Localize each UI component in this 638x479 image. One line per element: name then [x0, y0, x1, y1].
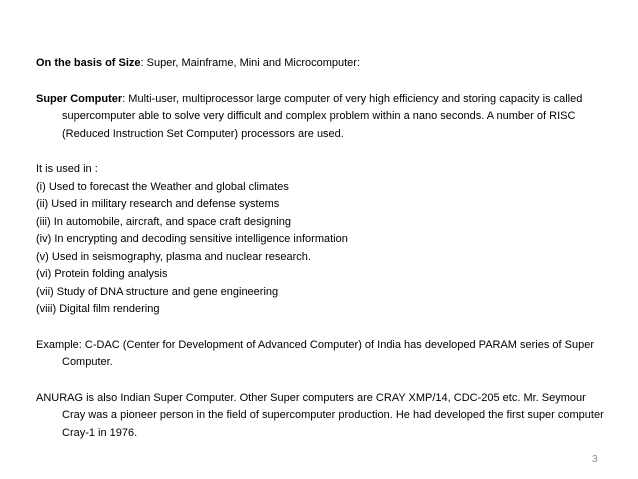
- use-item: (vi) Protein folding analysis: [36, 268, 168, 280]
- page-number: 3: [592, 454, 598, 465]
- spacer: [36, 319, 611, 337]
- size-heading-bold: On the basis of Size: [36, 57, 141, 69]
- spacer: [36, 143, 611, 161]
- use-item: (v) Used in seismography, plasma and nuclear research.: [36, 250, 311, 263]
- anurag-paragraph: ANURAG is also Indian Super Computer. Other Super computers are CRAY XMP/14, CDC-205 etc. Mr. Seymour Cray was a pioneer person in the field of supercomputer production. He had developed the first super computer Cray-1 in 1976.: [36, 391, 604, 439]
- super-computer-rest: : Multi-user, multiprocessor large computer of very high efficiency and storing capacity is called supercomputer able to solve very difficult and complex problem within a nano seconds. A number of RISC (Reduced Instruction Set Computer) processors are used.: [62, 92, 583, 140]
- spacer: [36, 73, 611, 91]
- use-item: (viii) Digital film rendering: [36, 303, 160, 315]
- use-item: (iv) In encrypting and decoding sensitive intelligence information: [36, 233, 348, 245]
- example-paragraph: Example: C-DAC (Center for Development of Advanced Computer) of India has developed PARAM series of Super Computer.: [36, 338, 595, 368]
- use-item: (vii) Study of DNA structure and gene engineering: [36, 285, 279, 298]
- use-item: (i) Used to forecast the Weather and global climates: [36, 180, 289, 193]
- super-computer-bold: Super Computer: [36, 92, 123, 105]
- super-computer-paragraph: [36, 91, 611, 144]
- use-item: (ii) Used in military research and defense systems: [36, 198, 280, 210]
- spacer: [36, 372, 611, 390]
- size-heading-rest: : Super, Mainframe, Mini and Microcomputer:: [140, 57, 361, 69]
- slide-content: [36, 55, 611, 442]
- uses-intro: It is used in :: [36, 163, 98, 175]
- use-item: (iii) In automobile, aircraft, and space craft designing: [36, 215, 291, 228]
- size-heading: [36, 55, 611, 73]
